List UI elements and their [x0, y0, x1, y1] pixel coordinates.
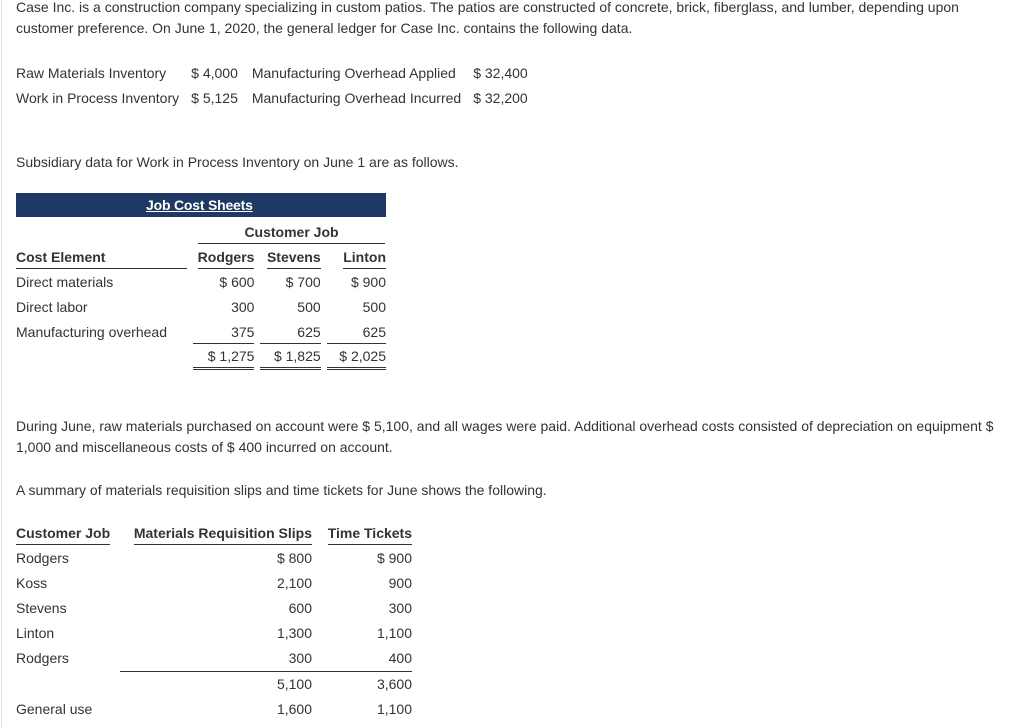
- requisition-row: [16, 546, 412, 571]
- customer-job: General use: [16, 701, 93, 717]
- materials-amount: 600: [288, 600, 312, 616]
- materials-subtotal: 5,100: [120, 672, 312, 698]
- time-amount: 400: [388, 650, 412, 666]
- ledger-amount: $ 5,125: [191, 90, 238, 106]
- subsidiary-paragraph: Subsidiary data for Work in Process Inventory on June 1 are as follows.: [16, 154, 459, 170]
- job-total: $ 2,025: [321, 345, 386, 370]
- requisition-row: [16, 646, 412, 672]
- cost-value: 375: [187, 320, 254, 345]
- ledger-account-name: Raw Materials Inventory: [16, 65, 167, 81]
- job-total: $ 1,825: [254, 345, 320, 370]
- job-cost-row: [16, 295, 386, 320]
- customer-job: Rodgers: [16, 650, 69, 667]
- june-activity-paragraph: During June, raw materials purchased on account were $ 5,100, and all wages were paid. Additional overhead costs consisted of depreciation on equipment $ 1,000 and miscellaneous costs of $ 400 incurred on account.: [16, 418, 994, 455]
- time-tickets-column-heading: Time Tickets: [312, 521, 412, 546]
- time-amount: 900: [388, 575, 412, 591]
- requisition-row: [16, 571, 412, 596]
- customer-heading: Stevens: [254, 245, 320, 270]
- ledger-account-name: Manufacturing Overhead Incurred: [251, 90, 462, 106]
- cost-value: 500: [362, 299, 386, 315]
- cost-element-label: Manufacturing overhead: [16, 324, 167, 340]
- job-total: $ 1,275: [187, 345, 254, 370]
- cost-value: 500: [297, 299, 321, 315]
- requisition-table: [16, 521, 412, 722]
- summary-paragraph: A summary of materials requisition slips and time tickets for June shows the following.: [16, 482, 547, 498]
- requisition-row: [16, 621, 412, 646]
- job-cost-title: Job Cost Sheets: [146, 197, 253, 213]
- customer-heading: Rodgers: [187, 245, 254, 270]
- materials-amount: 1,300: [276, 625, 312, 641]
- ledger-row: [16, 86, 528, 111]
- materials-amount: 1,600: [276, 701, 312, 717]
- ledger-account-name: Manufacturing Overhead Applied: [251, 65, 456, 81]
- customer-job: Koss: [16, 575, 48, 591]
- time-amount: 1,100: [376, 625, 412, 641]
- materials-amount: $ 800: [276, 550, 312, 566]
- ledger-table: [16, 61, 528, 111]
- cost-value: 300: [231, 299, 255, 315]
- customer-job: Linton: [16, 625, 55, 641]
- ledger-amount: $ 32,200: [473, 90, 528, 106]
- cost-element-label: Direct labor: [16, 299, 88, 315]
- job-cost-table: [16, 245, 386, 370]
- customer-job: Stevens: [16, 600, 67, 616]
- time-amount: 1,100: [376, 701, 412, 717]
- job-cost-total-row: [16, 345, 386, 370]
- requisition-general-row: [16, 697, 412, 722]
- time-amount: 300: [388, 600, 412, 616]
- job-cost-row: [16, 270, 386, 295]
- requisition-header-row: [16, 521, 412, 546]
- customer-heading: Linton: [321, 245, 386, 270]
- job-cost-row: [16, 320, 386, 345]
- cost-value: $ 700: [285, 274, 321, 290]
- job-cost-header-row: [16, 245, 386, 270]
- left-border: [1, 0, 2, 728]
- cost-value: 625: [321, 320, 386, 345]
- job-cost-header-bar: [16, 193, 386, 217]
- materials-amount: 300: [288, 650, 312, 666]
- ledger-amount: $ 32,400: [473, 65, 528, 81]
- ledger-amount: $ 4,000: [191, 65, 238, 81]
- cost-value: 625: [254, 320, 320, 345]
- time-amount: $ 900: [376, 550, 412, 566]
- requisition-row: [16, 596, 412, 621]
- materials-amount: 2,100: [276, 575, 312, 591]
- ledger-account-name: Work in Process Inventory: [16, 90, 180, 106]
- intro-paragraph: Case Inc. is a construction company specializing in custom patios. The patios are constructed of concrete, brick, fiberglass, and lumber, depending upon customer preference. On June 1, 2020, the general ledger for Case Inc. contains the following data.: [16, 0, 959, 36]
- cost-element-heading: Cost Element: [16, 245, 187, 270]
- time-subtotal: 3,600: [312, 672, 412, 698]
- customer-job: Rodgers: [16, 550, 69, 566]
- requisition-subtotal-row: [16, 672, 412, 698]
- ledger-row: [16, 61, 528, 86]
- cost-value: $ 600: [219, 274, 255, 290]
- customer-job-column-heading: Customer Job: [16, 521, 120, 546]
- cost-element-label: Direct materials: [16, 274, 114, 290]
- materials-column-heading: Materials Requisition Slips: [120, 521, 312, 546]
- customer-job-heading: Customer Job: [198, 221, 385, 244]
- cost-value: $ 900: [350, 274, 386, 290]
